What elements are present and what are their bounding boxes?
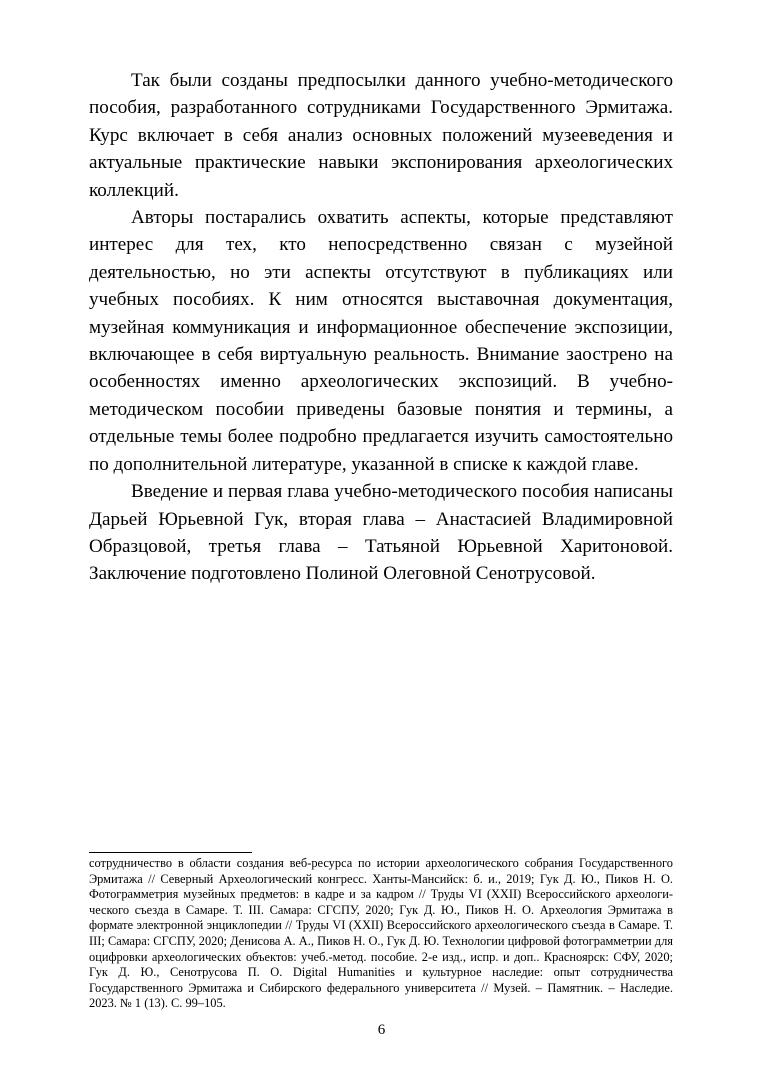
footnote-text: сотрудничество в области создания веб-ресурса по истории археологического собрания Государственного Эрмитажа // Северный Археологический конгресс. Ханты-Мансийск: б. и., 2019; Гук Д. Ю., Пиков Н. О. Фотограмметрия музейных предметов: в кадре и за кадром // Труды VI (XXII) Всероссийского археологического съезда в Самаре. Т. III. Самара: СГСПУ, 2020; Гук Д. Ю., Пиков Н. О. Археология Эрмитажа в формате электронной энциклопедии // Труды VI (XXII) Всероссийского археологического съезда в Самаре. Т. III; Самара: СГСПУ, 2020; Денисова А. А., Пиков Н. О., Гук Д. Ю. Технологии цифровой фотограмметрии для оцифровки археологических объектов: учеб.-метод. пособие. 2-е изд., испр. и доп.. Красноярск: СФУ, 2020; Гук Д. Ю., Сенотрусова П. О. Digital Humanities и культурное наследие: опыт сотрудничества Государственного Эрмитажа и Сибирского федерального университета // Музей. – Памятник. – Наследие. 2023. № 1 (13). С. 99–105. — [89, 856, 673, 1011]
paragraph-2: Авторы постарались охватить аспекты, которые представляют интерес для тех, кто непосредственно связан с музейной деятельностью, но эти аспекты отсутствуют в публикациях или учебных пособиях. К ним относятся выставочная документация, музейная коммуникация и информационное обеспечение экспозиции, включающее в себя виртуальную реальность. Внимание заострено на особенностях именно археологических экспозиций. В учебно-методическом пособии приведены базовые понятия и термины, а отдельные темы более подробно предлагается изучить самостоятельно по дополнительной литературе, указанной в списке к каждой главе. — [89, 207, 673, 475]
page-number: 6 — [377, 1022, 386, 1038]
main-text — [89, 67, 673, 588]
paragraph-3: Введение и первая глава учебно-методического пособия написаны Дарьей Юрьевной Гук, вторая глава – Анастасией Владимировной Образцовой, третья глава – Татьяной Юрьевной Харитоновой. Заключение подготовлено Полиной Олеговной Сенотрусовой. — [89, 481, 673, 585]
footnote-separator — [89, 852, 252, 853]
paragraph-1: Так были созданы предпосылки данного учебно-методического пособия, разработанного сотрудниками Государственного Эрмитажа. Курс включает в себя анализ основных положений музееведения и актуальные практические навыки экспонирования археологических коллекций. — [89, 70, 673, 201]
